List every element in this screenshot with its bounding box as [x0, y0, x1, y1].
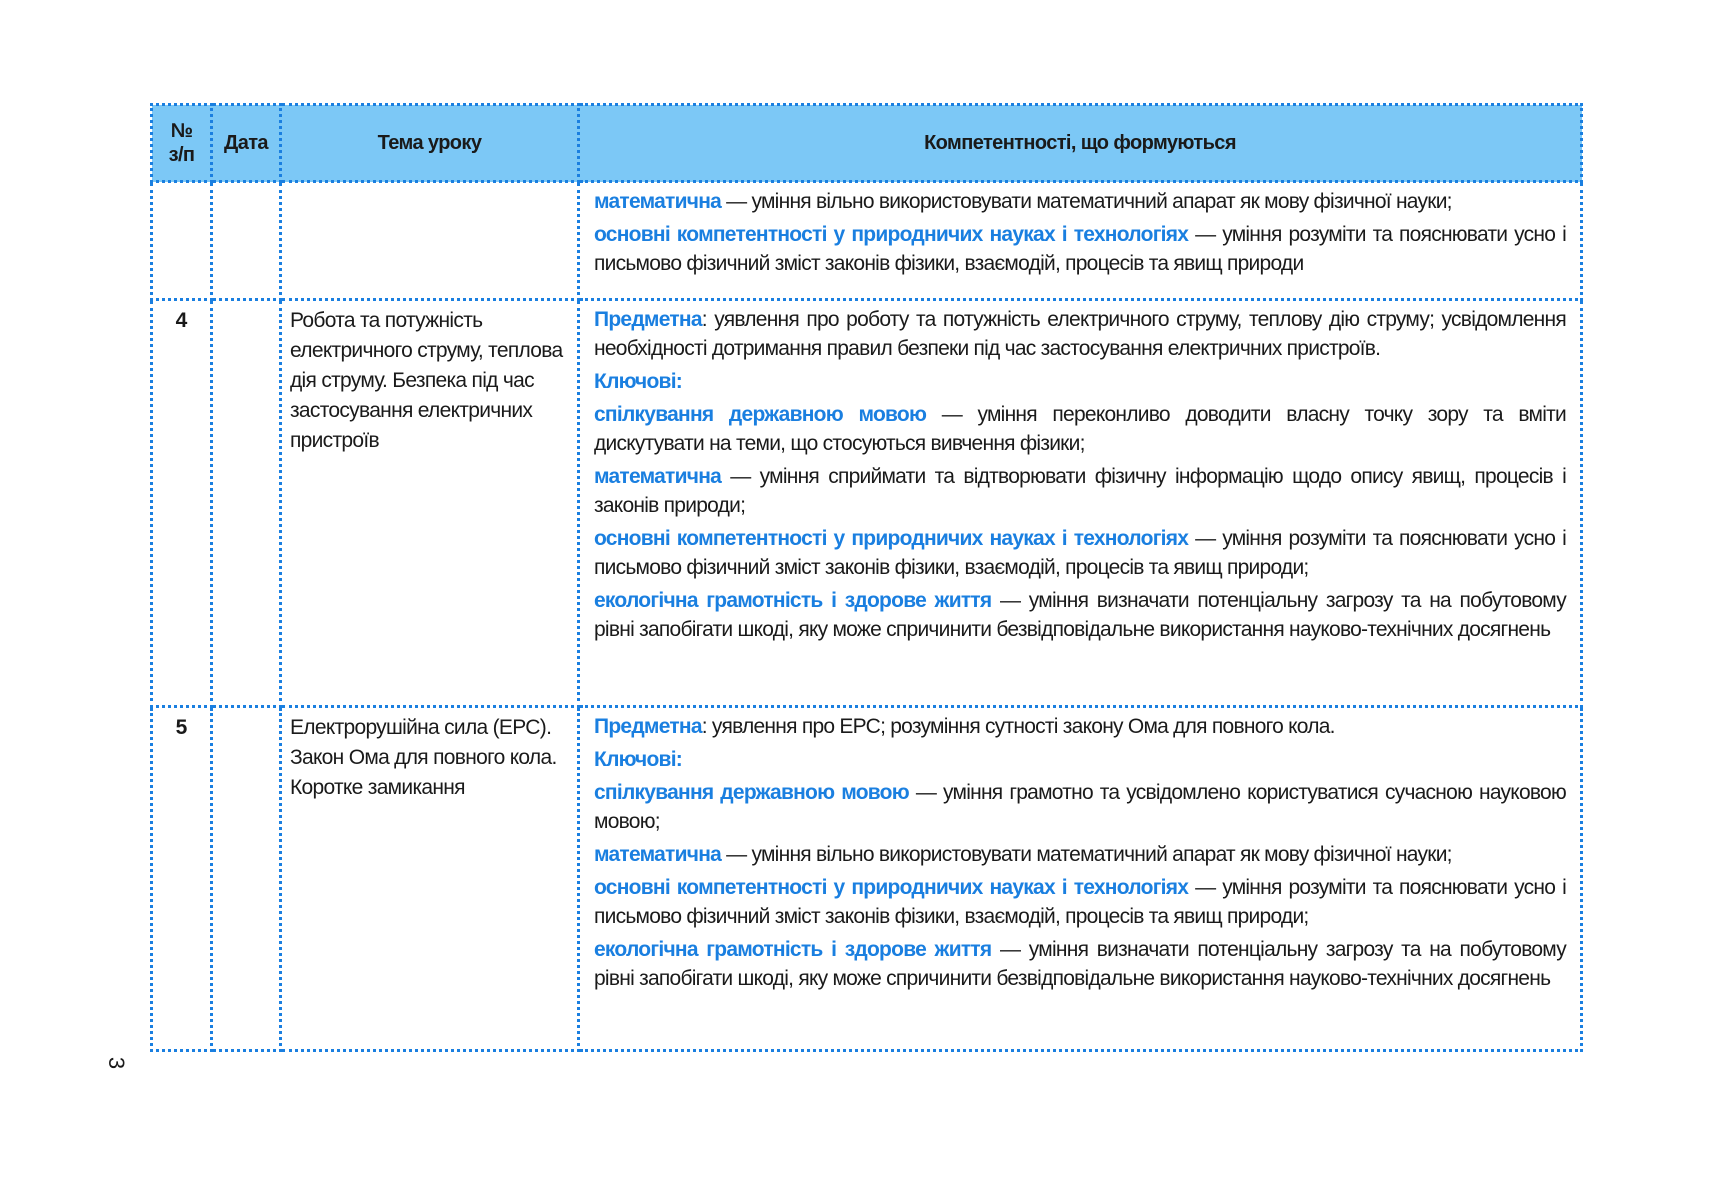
competency-text: — уміння сприймати та відтворювати фізичну інформацію щодо опису явищ, процесів і законів природи; — [594, 465, 1566, 517]
competency-text: — уміння розуміти та пояснювати усно і письмово фізичний зміст законів фізики, взаємодій, процесів та явищ природи; — [594, 527, 1566, 579]
competency-paragraph — [594, 935, 1566, 993]
competencies-table — [150, 103, 1583, 1052]
competency-keyword: екологічна грамотність і здорове життя — [594, 589, 992, 612]
competency-keyword: математична — [594, 843, 722, 866]
competency-keyword: математична — [594, 190, 722, 213]
cell-topic — [281, 182, 579, 300]
competency-text: — уміння визначати потенціальну загрозу та на побутовому рівні запобігати шкоді, яку може спричинити безвідповідальне використання науково-технічних досягнень — [594, 589, 1566, 641]
competency-paragraph — [594, 462, 1566, 520]
competency-keyword: Предметна — [594, 715, 702, 738]
cell-competencies — [579, 182, 1582, 300]
cell-topic: Робота та потужність електричного струму, теплова дія струму. Безпека під час застосування електричних пристроїв — [281, 300, 579, 707]
cell-date — [212, 182, 281, 300]
cell-date — [212, 300, 281, 707]
cell-number — [152, 182, 212, 300]
competency-text: — уміння вільно використовувати математичний апарат як мову фізичної науки; — [721, 843, 1452, 866]
competency-keyword: основні компетентності у природничих науках і технологіях — [594, 223, 1189, 246]
competency-paragraph — [594, 778, 1566, 836]
table-row — [152, 182, 1582, 300]
competency-paragraph — [594, 873, 1566, 931]
competency-text: : уявлення про роботу та потужність електричного струму, теплову дію струму; усвідомлення необхідності дотримання правил безпеки під час застосування електричних пристроїв. — [594, 308, 1566, 360]
competency-keyword: Ключові: — [594, 370, 683, 393]
competency-paragraph — [594, 745, 1566, 774]
header-date: Дата — [212, 105, 281, 182]
competency-text: : уявлення про ЕРС; розуміння сутності закону Ома для повного кола. — [701, 715, 1335, 738]
competency-paragraph — [594, 305, 1566, 363]
cell-number: 4 — [152, 300, 212, 707]
competency-paragraph — [594, 400, 1566, 458]
cell-topic: Електрорушійна сила (ЕРС). Закон Ома для повного кола. Коротке замикання — [281, 707, 579, 1051]
competency-keyword: основні компетентності у природничих науках і технологіях — [594, 876, 1189, 899]
competency-text: — уміння визначати потенціальну загрозу та на побутовому рівні запобігати шкоді, яку може спричинити безвідповідальне використання науково-технічних досягнень — [594, 938, 1566, 990]
competency-keyword: спілкування державною мовою — [594, 403, 927, 426]
competency-paragraph — [594, 367, 1566, 396]
table-row — [152, 300, 1582, 707]
competency-keyword: спілкування державною мовою — [594, 781, 909, 804]
competency-keyword: математична — [594, 465, 722, 488]
competency-paragraph — [594, 524, 1566, 582]
cell-number: 5 — [152, 707, 212, 1051]
competency-text: — уміння розуміти та пояснювати усно і письмово фізичний зміст законів фізики, взаємодій, процесів та явищ природи — [594, 223, 1566, 275]
competency-keyword: основні компетентності у природничих науках і технологіях — [594, 527, 1189, 550]
competency-paragraph — [594, 187, 1566, 216]
header-number-line2: з/п — [168, 144, 195, 166]
competency-paragraph — [594, 220, 1566, 278]
header-competencies: Компетентності, що формуються — [579, 105, 1582, 182]
header-number-line1: № — [170, 120, 193, 142]
header-topic: Тема уроку — [281, 105, 579, 182]
competency-text: — уміння грамотно та усвідомлено користуватися сучасною науковою мовою; — [594, 781, 1566, 833]
page-number: 3 — [104, 1056, 130, 1070]
header-number — [152, 105, 212, 182]
competency-text: — уміння вільно використовувати математичний апарат як мову фізичної науки; — [721, 190, 1452, 213]
competency-keyword: екологічна грамотність і здорове життя — [594, 938, 992, 961]
cell-competencies — [579, 707, 1582, 1051]
competency-paragraph — [594, 586, 1566, 644]
competency-paragraph — [594, 840, 1566, 869]
table-header-row — [152, 105, 1582, 182]
table-row — [152, 707, 1582, 1051]
competency-text: — уміння розуміти та пояснювати усно і письмово фізичний зміст законів фізики, взаємодій, процесів та явищ природи; — [594, 876, 1566, 928]
competency-keyword: Ключові: — [594, 748, 683, 771]
competency-keyword: Предметна — [594, 308, 702, 331]
cell-competencies — [579, 300, 1582, 707]
cell-date — [212, 707, 281, 1051]
competency-paragraph — [594, 712, 1566, 741]
competency-text: — уміння переконливо доводити власну точку зору та вміти дискутувати на теми, що стосуються вивчення фізики; — [594, 403, 1566, 455]
